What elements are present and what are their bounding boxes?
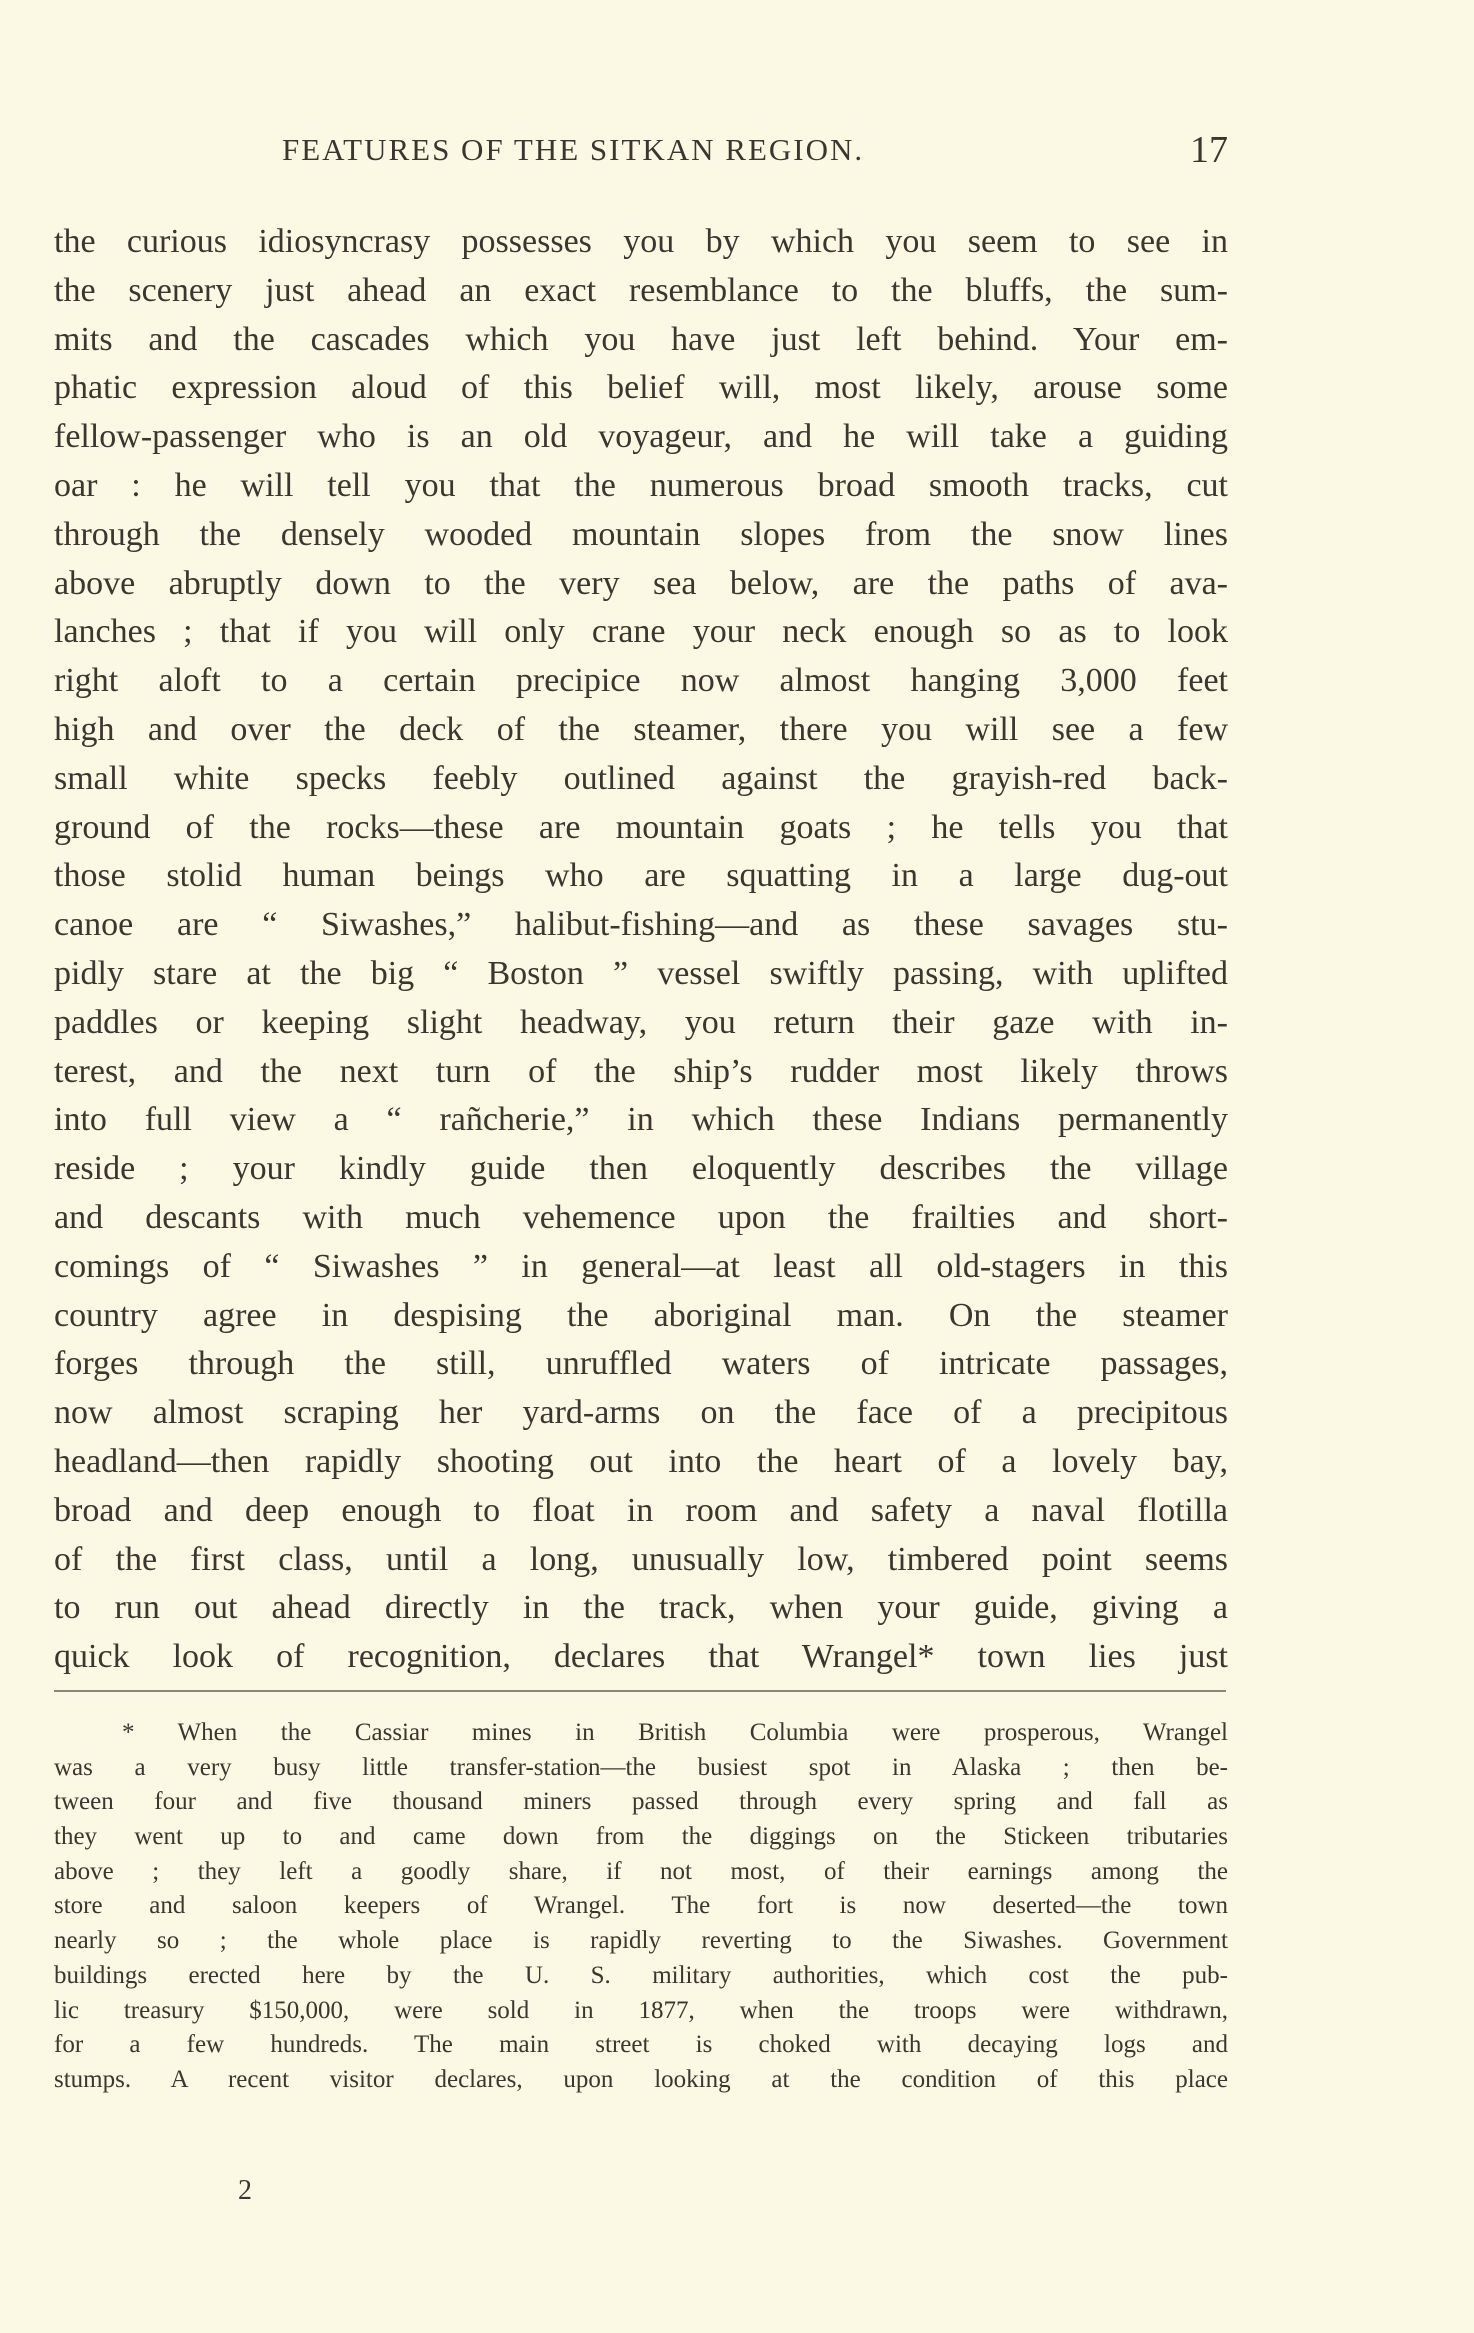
text-line: above abruptly down to the very sea below, are the paths of ava- (54, 564, 1228, 602)
text-line: quick look of recognition, declares that Wrangel* town lies just (54, 1638, 1228, 1676)
text-line: mits and the cascades which you have just left behind. Your em- (54, 320, 1228, 358)
text-line: phatic expression aloud of this belief will, most likely, arouse some (54, 369, 1228, 407)
text-line: right aloft to a certain precipice now almost hanging 3,000 feet (54, 662, 1228, 700)
text-line: and descants with much vehemence upon the frailties and short- (54, 1198, 1228, 1236)
text-line: reside ; your kindly guide then eloquently describes the village (54, 1150, 1228, 1188)
text-line: to run out ahead directly in the track, when your guide, giving a (54, 1589, 1228, 1627)
footnote-line: above ; they left a goodly share, if not most, of their earnings among the (54, 1857, 1228, 1885)
text-line: the scenery just ahead an exact resemblance to the bluffs, the sum- (54, 271, 1228, 309)
text-line: broad and deep enough to float in room and safety a naval flotilla (54, 1491, 1228, 1529)
text-line: headland—then rapidly shooting out into the heart of a lovely bay, (54, 1442, 1228, 1480)
footnote-line: lic treasury $150,000, were sold in 1877, when the troops were withdrawn, (54, 1996, 1228, 2024)
text-line: into full view a “ rañcherie,” in which these Indians permanently (54, 1101, 1228, 1139)
running-title: FEATURES OF THE SITKAN REGION. (282, 132, 865, 167)
text-line: forges through the still, unruffled waters of intricate passages, (54, 1345, 1228, 1383)
text-line: oar : he will tell you that the numerous broad smooth tracks, cut (54, 466, 1228, 504)
text-line: small white specks feebly outlined against the grayish-red back- (54, 759, 1228, 797)
footnote-line: store and saloon keepers of Wrangel. The fort is now deserted—the town (54, 1892, 1228, 1920)
footnote-line: * When the Cassiar mines in British Columbia were prosperous, Wrangel (122, 1719, 1228, 1746)
text-line: high and over the deck of the steamer, there you will see a few (54, 710, 1228, 748)
footnote-line: they went up to and came down from the diggings on the Stickeen tributaries (54, 1823, 1228, 1851)
text-line: now almost scraping her yard-arms on the face of a precipitous (54, 1394, 1228, 1432)
footnote (54, 1716, 1228, 2098)
text-line: pidly stare at the big “ Boston ” vessel swiftly passing, with uplifted (54, 954, 1228, 992)
text-line: country agree in despising the aboriginal man. On the steamer (54, 1296, 1228, 1334)
footnote-line: for a few hundreds. The main street is choked with decaying logs and (54, 2031, 1228, 2059)
text-line: canoe are “ Siwashes,” halibut-fishing—and as these savages stu- (54, 906, 1228, 944)
footnote-line: tween four and five thousand miners passed through every spring and fall as (54, 1788, 1228, 1816)
text-line: lanches ; that if you will only crane your neck enough so as to look (54, 613, 1228, 651)
footnote-line: buildings erected here by the U. S. military authorities, which cost the pub- (54, 1961, 1228, 1989)
text-line: ground of the rocks—these are mountain goats ; he tells you that (54, 808, 1228, 846)
text-line: fellow-passenger who is an old voyageur, and he will take a guiding (54, 418, 1228, 456)
signature-mark: 2 (238, 2175, 252, 2206)
text-line: through the densely wooded mountain slopes from the snow lines (54, 515, 1228, 553)
footnote-line: nearly so ; the whole place is rapidly reverting to the Siwashes. Government (54, 1927, 1228, 1955)
footnote-line: stumps. A recent visitor declares, upon looking at the condition of this place (54, 2065, 1228, 2093)
text-line: of the first class, until a long, unusually low, timbered point seems (54, 1540, 1228, 1578)
text-line: the curious idiosyncrasy possesses you by which you seem to see in (54, 223, 1228, 260)
footnote-line: was a very busy little transfer-station—the busiest spot in Alaska ; then be- (54, 1753, 1228, 1781)
footnote-divider (54, 1690, 1226, 1692)
body-text (54, 218, 1228, 1682)
text-line: paddles or keeping slight headway, you return their gaze with in- (54, 1003, 1228, 1041)
page-number: 17 (1190, 129, 1228, 171)
text-line: comings of “ Siwashes ” in general—at least all old-stagers in this (54, 1247, 1228, 1285)
text-line: those stolid human beings who are squatting in a large dug-out (54, 857, 1228, 895)
text-line: terest, and the next turn of the ship’s rudder most likely throws (54, 1052, 1228, 1090)
